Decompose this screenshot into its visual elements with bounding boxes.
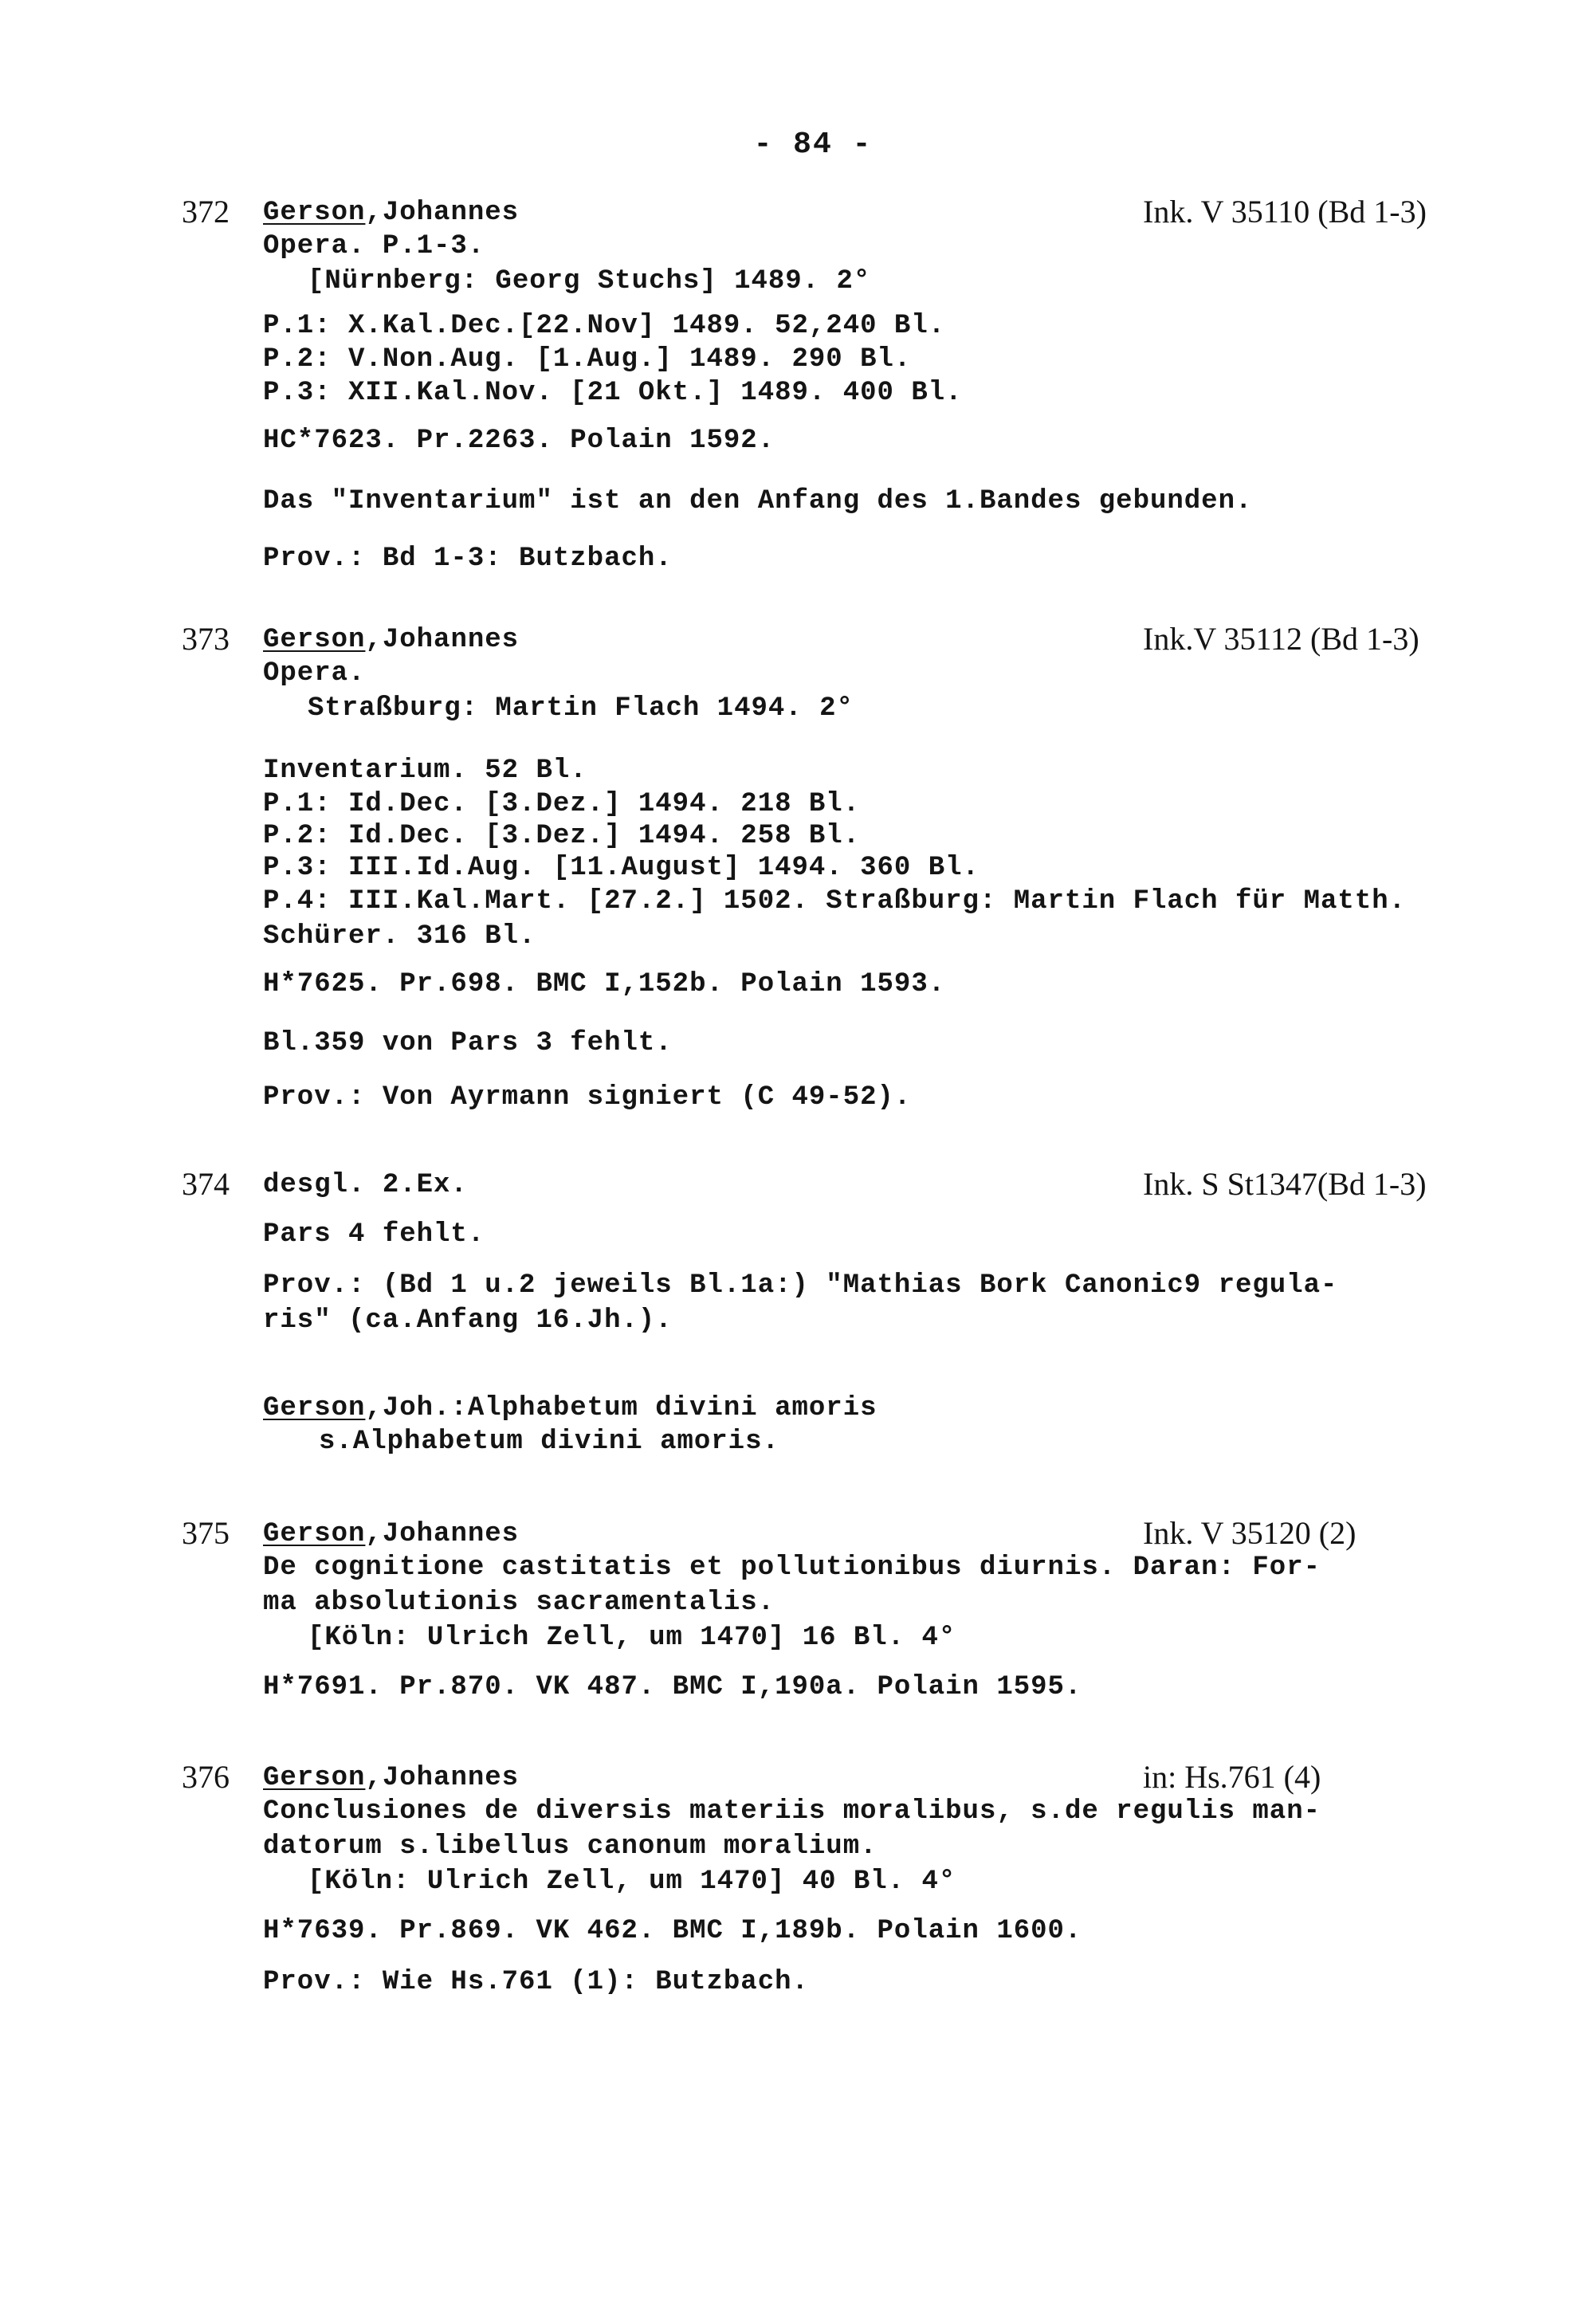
entry-line: P.1: Id.Dec. [3.Dez.] 1494. 218 Bl.: [263, 789, 861, 819]
call-number: in: Hs.761 (4): [1143, 1759, 1321, 1795]
entry-line: Das "Inventarium" ist an den Anfang des 1.Bandes gebunden.: [263, 486, 1253, 516]
call-number: Ink. S St1347(Bd 1-3): [1143, 1166, 1427, 1202]
entry-line: Schürer. 316 Bl.: [263, 921, 536, 952]
entry-author: [263, 198, 519, 228]
entry-line: ma absolutionis sacramentalis.: [263, 1588, 775, 1618]
page-number: - 84 -: [753, 128, 873, 162]
entry-line: H*7691. Pr.870. VK 487. BMC I,190a. Polain 1595.: [263, 1672, 1082, 1702]
entry-author: [263, 1763, 519, 1793]
entry-line: P.2: Id.Dec. [3.Dez.] 1494. 258 Bl.: [263, 821, 861, 851]
author-surname: Gerson: [263, 1393, 366, 1423]
entry-line: Prov.: Wie Hs.761 (1): Butzbach.: [263, 1967, 809, 1997]
entry-line: P.4: III.Kal.Mart. [27.2.] 1502. Straßburg: Martin Flach für Matth.: [263, 886, 1407, 917]
entry-line: datorum s.libellus canonum moralium.: [263, 1831, 877, 1862]
entry-line: P.3: III.Id.Aug. [11.August] 1494. 360 Bl.: [263, 853, 980, 883]
reference-heading: [263, 1393, 877, 1423]
entry-line: Opera.: [263, 658, 366, 689]
author-surname: Gerson: [263, 198, 366, 228]
entry-line: Prov.: (Bd 1 u.2 jeweils Bl.1a:) "Mathias Bork Canonic9 regula-: [263, 1270, 1338, 1301]
reference-see: s.Alphabetum divini amoris.: [319, 1427, 779, 1457]
entry-line: Prov.: Von Ayrmann signiert (C 49-52).: [263, 1082, 912, 1113]
entry-line: [Köln: Ulrich Zell, um 1470] 16 Bl. 4°: [308, 1623, 956, 1653]
author-forename: ,Johannes: [365, 1519, 520, 1549]
entry-number: 375: [182, 1515, 230, 1551]
entry-number: 376: [182, 1759, 230, 1795]
entry-line: Bl.359 von Pars 3 fehlt.: [263, 1028, 673, 1058]
entry-number: 374: [182, 1166, 230, 1202]
entry-line: Pars 4 fehlt.: [263, 1219, 485, 1250]
entry-line: Opera. P.1-3.: [263, 231, 485, 261]
call-number: Ink. V 35110 (Bd 1-3): [1143, 194, 1427, 230]
entry-line: Conclusiones de diversis materiis moralibus, s.de regulis man-: [263, 1796, 1321, 1827]
author-forename: ,Johannes: [365, 625, 520, 655]
entry-line: H*7625. Pr.698. BMC I,152b. Polain 1593.: [263, 969, 946, 999]
entry-line: P.3: XII.Kal.Nov. [21 Okt.] 1489. 400 Bl.: [263, 378, 963, 408]
entry-line: ris" (ca.Anfang 16.Jh.).: [263, 1305, 673, 1336]
entry-author: [263, 1519, 519, 1549]
reference-title: ,Joh.:Alphabetum divini amoris: [365, 1393, 877, 1423]
author-surname: Gerson: [263, 1519, 366, 1549]
author-surname: Gerson: [263, 625, 366, 655]
author-forename: ,Johannes: [365, 1763, 520, 1793]
entry-line: HC*7623. Pr.2263. Polain 1592.: [263, 426, 775, 456]
author-forename: ,Johannes: [365, 198, 520, 228]
entry-line: P.1: X.Kal.Dec.[22.Nov] 1489. 52,240 Bl.: [263, 311, 946, 341]
entry-line: H*7639. Pr.869. VK 462. BMC I,189b. Polain 1600.: [263, 1916, 1082, 1946]
entry-number: 372: [182, 194, 230, 230]
entry-number: 373: [182, 621, 230, 657]
entry-line: Inventarium. 52 Bl.: [263, 756, 587, 786]
author-surname: Gerson: [263, 1763, 366, 1793]
entry-line: desgl. 2.Ex.: [263, 1170, 468, 1200]
entry-line: De cognitione castitatis et pollutionibus diurnis. Daran: For-: [263, 1553, 1321, 1583]
entry-line: Prov.: Bd 1-3: Butzbach.: [263, 544, 673, 574]
entry-line: [Nürnberg: Georg Stuchs] 1489. 2°: [308, 266, 871, 296]
entry-line: Straßburg: Martin Flach 1494. 2°: [308, 693, 854, 724]
call-number: Ink.V 35112 (Bd 1-3): [1143, 621, 1419, 657]
entry-line: P.2: V.Non.Aug. [1.Aug.] 1489. 290 Bl.: [263, 344, 912, 375]
entry-line: [Köln: Ulrich Zell, um 1470] 40 Bl. 4°: [308, 1867, 956, 1897]
entry-author: [263, 625, 519, 655]
call-number: Ink. V 35120 (2): [1143, 1515, 1356, 1551]
